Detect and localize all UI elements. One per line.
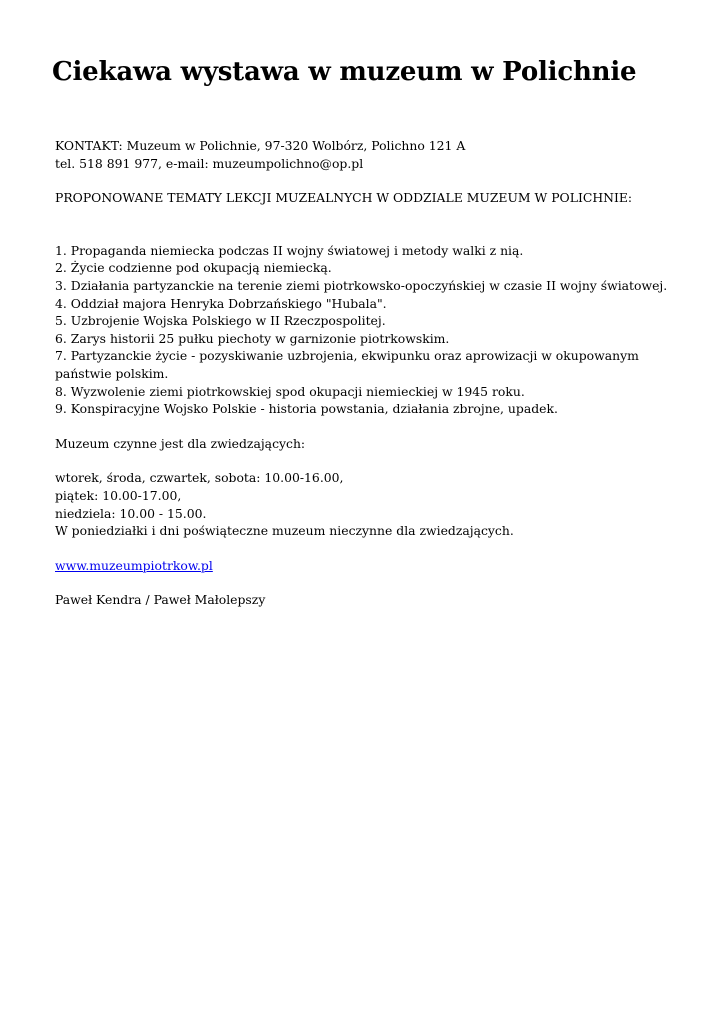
- hours-line: wtorek, środa, czwartek, sobota: 10.00-16.00,: [55, 470, 344, 486]
- topics-list: [55, 242, 695, 418]
- authors: Paweł Kendra / Paweł Małolepszy: [55, 592, 266, 608]
- topic-item: 9. Konspiracyjne Wojsko Polskie - historia powstania, działania zbrojne, upadek.: [55, 401, 558, 417]
- hours-intro: Muzeum czynne jest dla zwiedzających:: [55, 435, 306, 451]
- hours-line: piątek: 10.00-17.00,: [55, 487, 182, 503]
- topic-item: 5. Uzbrojenie Wojska Polskiego w II Rzeczpospolitej.: [55, 313, 386, 329]
- topic-item: 8. Wyzwolenie ziemi piotrkowskiej spod okupacji niemieckiej w 1945 roku.: [55, 383, 525, 399]
- topics-heading: PROPONOWANE TEMATY LEKCJI MUZEALNYCH W ODDZIALE MUZEUM W POLICHNIE:: [55, 190, 633, 206]
- topic-item: 4. Oddział majora Henryka Dobrzańskiego "Hubala".: [55, 295, 387, 311]
- topic-item: 3. Działania partyzanckie na terenie ziemi piotrkowsko-opoczyńskiej w czasie II wojny światowej.: [55, 277, 668, 293]
- hours-line: niedziela: 10.00 - 15.00.: [55, 505, 207, 521]
- topic-item: 7. Partyzanckie życie - pozyskiwanie uzbrojenia, ekwipunku oraz aprowizacji w okupowanym państwie polskim.: [55, 348, 639, 381]
- opening-hours: [55, 469, 695, 539]
- contact-phone-email: tel. 518 891 977, e-mail: muzeumpolichno@op.pl: [55, 155, 364, 171]
- contact-address: KONTAKT: Muzeum w Polichnie, 97-320 Wolbórz, Polichno 121 A: [55, 138, 466, 153]
- topic-item: 2. Życie codzienne pod okupacją niemiecką.: [55, 260, 332, 276]
- contact-block: [55, 137, 695, 172]
- topic-item: 1. Propaganda niemiecka podczas II wojny światowej i metody walki z nią.: [55, 242, 524, 258]
- website-paragraph: [55, 557, 695, 575]
- hours-line: W poniedziałki i dni poświąteczne muzeum nieczynne dla zwiedzających.: [55, 523, 514, 539]
- page-title: Ciekawa wystawa w muzeum w Polichnie: [52, 57, 637, 87]
- topic-item: 6. Zarys historii 25 pułku piechoty w garnizonie piotrkowskim.: [55, 330, 450, 346]
- article-body: [55, 137, 695, 609]
- website-link[interactable]: www.muzeumpiotrkow.pl: [55, 557, 213, 573]
